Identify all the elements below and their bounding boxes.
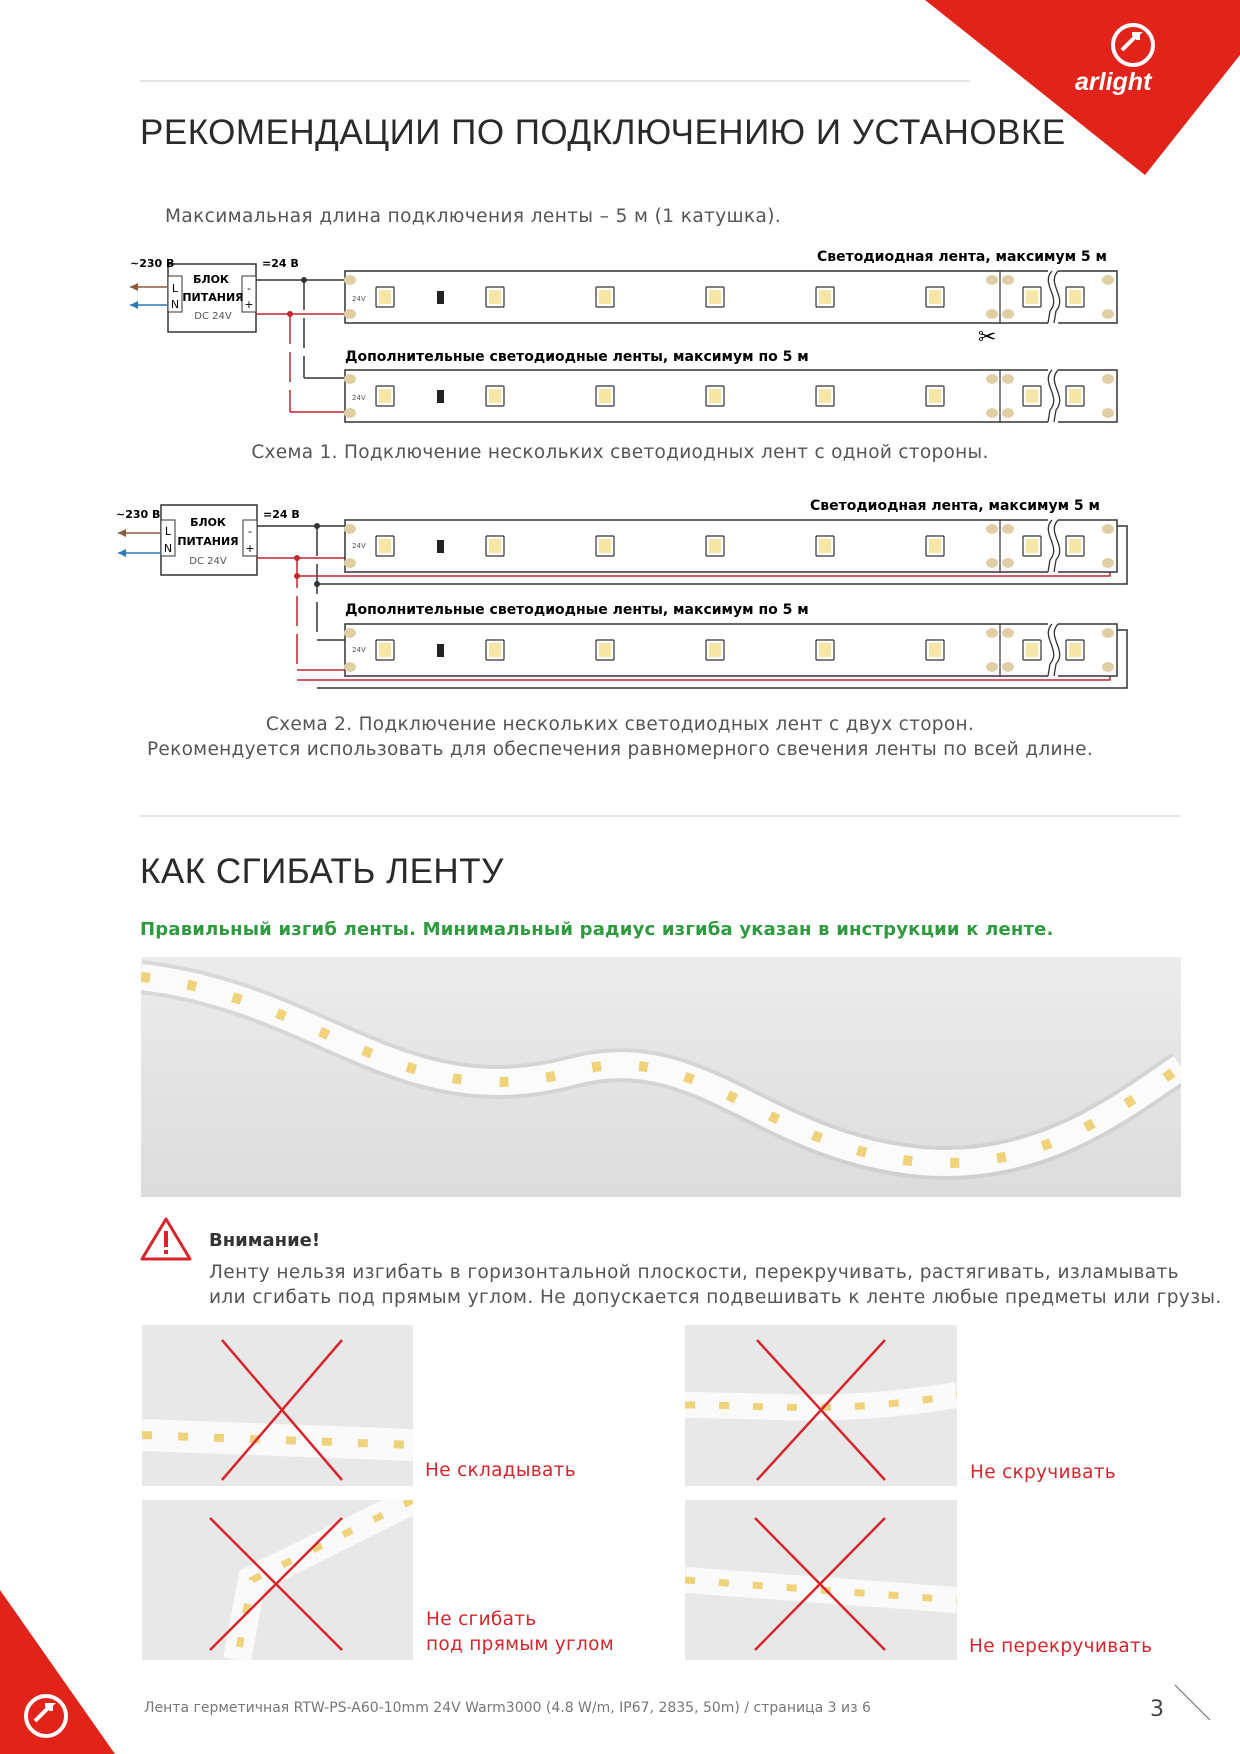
section-divider (140, 815, 1180, 817)
logo-icon-bottom (20, 1690, 72, 1742)
strip-extra-label: Дополнительные светодиодные ленты, максимум по 5 м (345, 349, 809, 365)
label-no-folding: Не складывать (425, 1460, 576, 1481)
warning-line2: или сгибать под прямым углом. Не допускается подвешивать к ленте любые предметы или грузы. (209, 1287, 1222, 1308)
strip-main-label: Светодиодная лента, максимум 5 м (816, 249, 1107, 265)
psu-label-1: БЛОК (190, 516, 226, 529)
input-voltage: ~230 В (130, 257, 175, 270)
led-strip (344, 368, 1117, 424)
label-no-right-angle-2: под прямым углом (426, 1634, 615, 1655)
photo-no-over-twisting (685, 1500, 957, 1660)
photo-no-folding (142, 1325, 413, 1486)
psu-label-1: БЛОК (193, 273, 229, 286)
correct-bend-photo (141, 957, 1181, 1197)
section-title-connection: РЕКОМЕНДАЦИИ ПО ПОДКЛЮЧЕНИЮ И УСТАНОВКЕ (140, 113, 1066, 152)
input-voltage: ~230 В (116, 508, 161, 521)
logo-icon (1108, 20, 1158, 70)
intro-text: Максимальная длина подключения ленты – 5 м (1 катушка). (165, 206, 782, 227)
psu-label-3: DC 24V (189, 556, 227, 567)
psu-label-3: DC 24V (194, 311, 232, 322)
resistor (437, 540, 444, 553)
psu-label-2: ПИТАНИЯ (177, 535, 239, 548)
photo-no-right-angle (142, 1500, 413, 1660)
strip-voltage-label: 24V (352, 542, 366, 550)
terminal-minus: - (247, 282, 251, 295)
warning-icon (140, 1216, 192, 1262)
terminal-n: N (163, 542, 173, 555)
footer-text: Лента герметичная RTW-PS-A60-10mm 24V Warm3000 (4.8 W/m, IP67, 2835, 50m) / страница 3 из 6 (144, 1700, 871, 1716)
strip-voltage-label: 24V (352, 295, 366, 303)
strip-voltage-label: 24V (352, 394, 366, 402)
psu-label-2: ПИТАНИЯ (182, 291, 244, 304)
resistor (437, 291, 444, 304)
terminal-n: N (170, 298, 180, 311)
label-no-right-angle-1: Не сгибать (426, 1609, 537, 1630)
resistor (437, 644, 444, 657)
section-title-bending: КАК СГИБАТЬ ЛЕНТУ (140, 852, 504, 891)
output-voltage: =24 В (262, 257, 299, 270)
strip-main-label: Светодиодная лента, максимум 5 м (809, 498, 1100, 514)
footer-corner-line (1170, 1680, 1220, 1730)
scissors-icon: ✂ (978, 325, 997, 350)
terminal-l: L (171, 282, 179, 295)
psu-block (168, 264, 256, 332)
section-divider (140, 80, 970, 82)
led-strip (344, 269, 1117, 325)
diagram1-caption: Схема 1. Подключение нескольких светодиодных лент с одной стороны. (251, 442, 989, 463)
brand-logo-text: arlight (1075, 68, 1152, 96)
page-number: 3 (1150, 1697, 1164, 1722)
terminal-minus: - (248, 525, 252, 538)
strip-extra-label: Дополнительные светодиодные ленты, максимум по 5 м (345, 602, 809, 618)
output-voltage: =24 В (263, 508, 300, 521)
strip-voltage-label: 24V (352, 646, 366, 654)
psu-block (161, 505, 257, 575)
photo-no-twisting (685, 1325, 957, 1486)
terminal-plus: + (245, 542, 255, 555)
led-strip (344, 518, 1117, 574)
led-strip (344, 622, 1117, 678)
resistor (437, 390, 444, 403)
diagram2-caption-line2: Рекомендуется использовать для обеспечения равномерного свечения ленты по всей длине. (146, 739, 1094, 760)
correct-bend-note: Правильный изгиб ленты. Минимальный радиус изгиба указан в инструкции к ленте. (140, 919, 1054, 940)
diagram2-caption-line1: Схема 2. Подключение нескольких светодиодных лент с двух сторон. (265, 714, 975, 735)
terminal-plus: + (244, 298, 254, 311)
warning-title: Внимание! (209, 1230, 321, 1251)
terminal-l: L (164, 525, 172, 538)
wiring-diagram-1 (0, 240, 1240, 440)
wiring-diagram-2 (0, 490, 1240, 700)
label-no-twisting: Не скручивать (970, 1462, 1116, 1483)
warning-line1: Ленту нельзя изгибать в горизонтальной плоскости, перекручивать, растягивать, изламывать (209, 1262, 1179, 1283)
label-no-over-twisting: Не перекручивать (969, 1636, 1153, 1657)
